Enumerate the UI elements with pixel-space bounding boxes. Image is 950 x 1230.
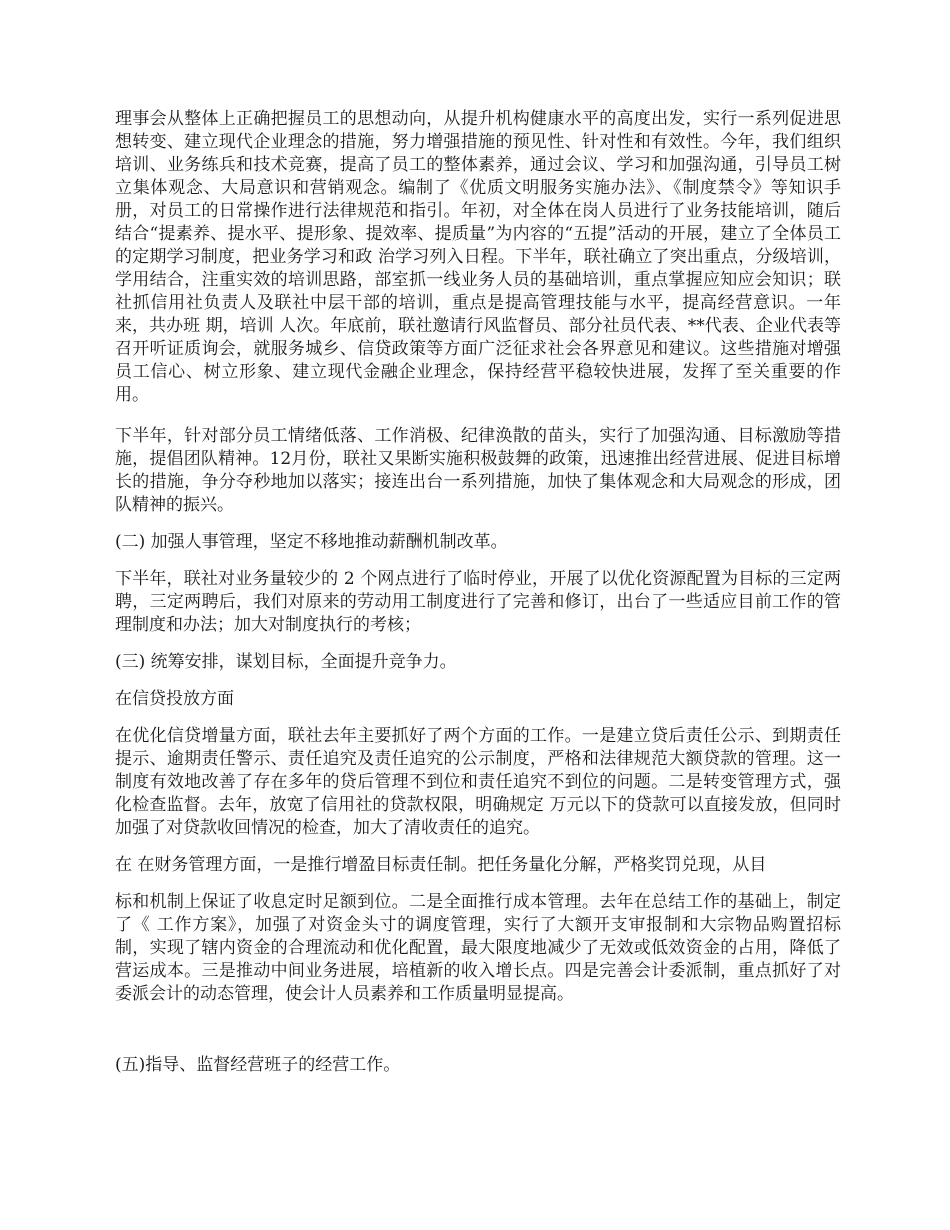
paragraph-staff-training: 理事会从整体上正确把握员工的思想动向，从提升机构健康水平的高度出发，实行一系列促进思想转变、建立现代企业理念的措施，努力增强措施的预见性、针对性和有效性。今年，我们组织培训、业务练兵和技术竞赛，提高了员工的整体素养，通过会议、学习和加强沟通，引导员工树立集体观念、大局意识和营销观念。编制了《优质文明服务实施办法》、《制度禁令》等知识手册，对员工的日常操作进行法律规范和指引。年初，对全体在岗人员进行了业务技能培训，随后结合“提素养、提水平、提形象、提效率、提质量”为内容的“五提”活动的开展，建立了全体员工的定期学习制度，把业务学习和政 治学习列入日程。下半年，联社确立了突出重点，分级培训，学用结合，注重实效的培训思路，部室抓一线业务人员的基础培训，重点掌握应知应会知识；联社抓信用社负责人及联社中层干部的培训，重点是提高管理技能与水平，提高经营意识。一年来，共办班 期，培训 人次。年底前，联社邀请行风监督员、部分社员代表、**代表、企业代表等召开听证质询会，就服务城乡、信贷政策等方面广泛征求社会各界意见和建议。这些措施对增强员工信心、树立形象、建立现代金融企业理念，保持经营平稳较快进展，发挥了至关重要的作用。 [115, 109, 841, 405]
paragraph-finance-details: 标和机制上保证了收息定时足额到位。二是全面推行成本管理。去年在总结工作的基础上，制定了《 工作方案》，加强了对资金头寸的调度管理，实行了大额开支审报制和大宗物品购置招标制，实现了辖内资金的合理流动和优化配置，最大限度地减少了无效或低效资金的占用，降低了营运成本。三是推动中间业务进展，培植新的收入增长点。四是完善会计委派制，重点抓好了对委派会计的动态管理，使会计人员素养和工作质量明显提高。 [115, 892, 841, 1004]
document-page [115, 108, 841, 1077]
paragraph-personnel-reform: 下半年，联社对业务量较少的 2 个网点进行了临时停业，开展了以优化资源配置为目标的三定两聘，三定两聘后，我们对原来的劳动用工制度进行了完善和修订，出台了一些适应目前工作的管理制度和办法；加大对制度执行的考核； [115, 569, 841, 635]
section-heading-competitiveness: (三) 统筹安排，谋划目标，全面提升竞争力。 [115, 652, 457, 672]
section-heading-operations-supervision: (五)指导、监督经营班子的经营工作。 [115, 1055, 401, 1075]
paragraph-finance-intro: 在 在财务管理方面，一是推行增盈目标责任制。把任务量化分解，严格奖罚兑现，从目 [115, 855, 767, 875]
paragraph-credit-management: 在优化信贷增量方面，联社去年主要抓好了两个方面的工作。一是建立贷后责任公示、到期责任提示、逾期责任警示、责任追究及责任追究的公示制度，严格和法律规范大额贷款的管理。这一制度有效地改善了存在多年的贷后管理不到位和责任追究不到位的问题。二是转变管理方式，强化检查监督。去年，放宽了信用社的贷款权限，明确规定 万元以下的贷款可以直接发放，但同时加强了对贷款收回情况的检查，加大了清收责任的追究。 [115, 726, 841, 838]
paragraph-team-spirit: 下半年，针对部分员工情绪低落、工作消极、纪律涣散的苗头，实行了加强沟通、目标激励等措施，提倡团队精神。12月份，联社又果断实施积极鼓舞的政策，迅速推出经营进展、促进目标增长的措施，争分夺秒地加以落实；接连出台一系列措施，加快了集体观念和大局观念的形成，团队精神的振兴。 [115, 426, 841, 515]
section-heading-personnel-management: (二) 加强人事管理，坚定不移地推动薪酬机制改革。 [115, 532, 508, 552]
subheading-credit-lending: 在信贷投放方面 [115, 689, 234, 709]
